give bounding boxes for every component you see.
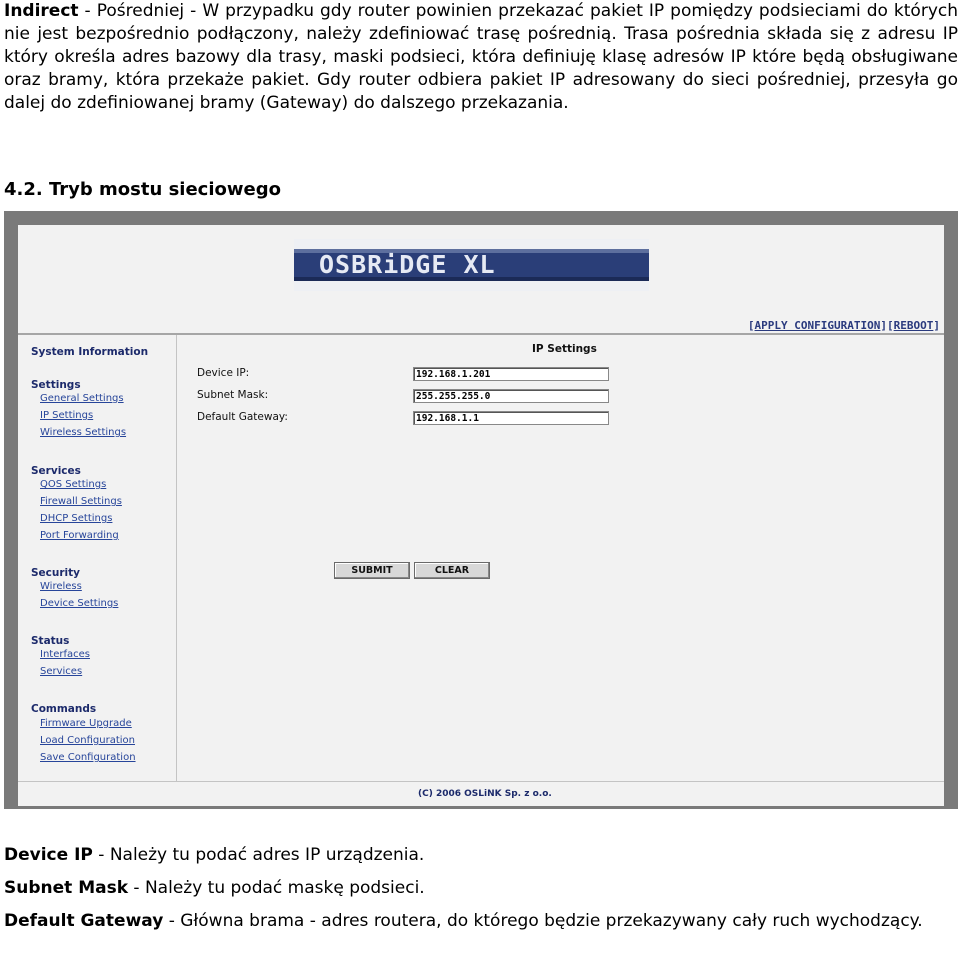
apply-configuration-link[interactable]: APPLY CONFIGURATION — [754, 319, 881, 332]
sidebar-group-commands: Commands — [31, 703, 97, 715]
sidebar-item-load-configuration[interactable]: Load Configuration — [40, 735, 135, 746]
top-links — [748, 319, 940, 332]
clear-button[interactable]: CLEAR — [414, 562, 490, 579]
sidebar-item-security-wireless[interactable]: Wireless — [40, 581, 82, 592]
bracket-separator: ][ — [880, 319, 894, 332]
sidebar-item-port-forwarding[interactable]: Port Forwarding — [40, 530, 119, 541]
sidebar-group-settings: Settings — [31, 379, 81, 391]
definition-default-gateway — [4, 910, 958, 933]
sidebar-item-interfaces[interactable]: Interfaces — [40, 649, 90, 660]
sidebar-group-services: Services — [31, 465, 81, 477]
sidebar-item-status-services[interactable]: Services — [40, 666, 83, 677]
copyright-text: (C) 2006 OSLiNK Sp. z o.o. — [418, 789, 552, 799]
sidebar-group-security: Security — [31, 567, 81, 579]
definition-device-ip — [4, 844, 424, 867]
bracket-close: ] — [933, 319, 940, 332]
definition-term: Default Gateway — [4, 911, 164, 931]
intro-text: - Pośredniej - W przypadku gdy router powinien przekazać pakiet IP pomiędzy podsieciami do których nie jest bezpośrednio podłączony, należy zdefiniować trasę pośrednią. Trasa pośrednia składa się z adresu IP który określa adres bazowy dla trasy, maski podsieci, która definiuję klasę adresów IP które będą obsługiwane oraz bramy, która przekaże pakiet. Gdy router odbiera pakiet IP adresowany do sieci pośredniej, przesyła go dalej do zdefiniowanej bramy (Gateway) do dalszego przekazania. — [4, 1, 958, 113]
sidebar-item-general-settings[interactable]: General Settings — [40, 393, 124, 404]
router-screenshot — [4, 211, 958, 809]
osbridge-logo — [294, 239, 649, 291]
sidebar-group-status: Status — [31, 635, 70, 647]
definition-term: Device IP — [4, 845, 93, 865]
sidebar-item-wireless-settings[interactable]: Wireless Settings — [40, 427, 127, 438]
sidebar-item-save-configuration[interactable]: Save Configuration — [40, 752, 136, 763]
default-gateway-input[interactable]: 192.168.1.1 — [413, 411, 609, 425]
banner — [18, 225, 944, 305]
page-title: IP Settings — [532, 343, 597, 355]
sidebar-item-firmware-upgrade[interactable]: Firmware Upgrade — [40, 718, 132, 729]
sidebar-item-dhcp-settings[interactable]: DHCP Settings — [40, 513, 113, 524]
definition-term: Subnet Mask — [4, 878, 129, 898]
router-ui-frame — [18, 225, 944, 805]
intro-paragraph — [4, 0, 958, 115]
sidebar-item-device-settings[interactable]: Device Settings — [40, 598, 119, 609]
sidebar-item-firewall-settings[interactable]: Firewall Settings — [40, 496, 122, 507]
footer-bar — [18, 781, 944, 806]
logo-text: OSBRiDGE XL — [319, 250, 496, 279]
definition-text: - Główna brama - adres routera, do którego będzie przekazywany cały ruch wychodzący. — [163, 911, 923, 931]
device-ip-label: Device IP: — [197, 367, 250, 379]
sidebar-system-information[interactable]: System Information — [31, 346, 149, 358]
subnet-mask-label: Subnet Mask: — [197, 389, 269, 401]
default-gateway-label: Default Gateway: — [197, 411, 288, 423]
sidebar-item-qos-settings[interactable]: QOS Settings — [40, 479, 107, 490]
definition-subnet-mask — [4, 877, 425, 900]
ip-settings-panel — [177, 335, 944, 781]
sidebar-item-ip-settings[interactable]: IP Settings — [40, 410, 94, 421]
device-ip-input[interactable]: 192.168.1.201 — [413, 367, 609, 381]
definition-text: - Należy tu podać adres IP urządzenia. — [92, 845, 425, 865]
section-heading: 4.2. Tryb mostu sieciowego — [4, 179, 281, 200]
sidebar — [18, 335, 177, 781]
submit-button[interactable]: SUBMIT — [334, 562, 410, 579]
definition-text: - Należy tu podać maskę podsieci. — [128, 878, 425, 898]
reboot-link[interactable]: REBOOT — [893, 319, 934, 332]
subnet-mask-input[interactable]: 255.255.255.0 — [413, 389, 609, 403]
bracket-open: [ — [747, 319, 755, 332]
intro-term: Indirect — [4, 1, 79, 21]
